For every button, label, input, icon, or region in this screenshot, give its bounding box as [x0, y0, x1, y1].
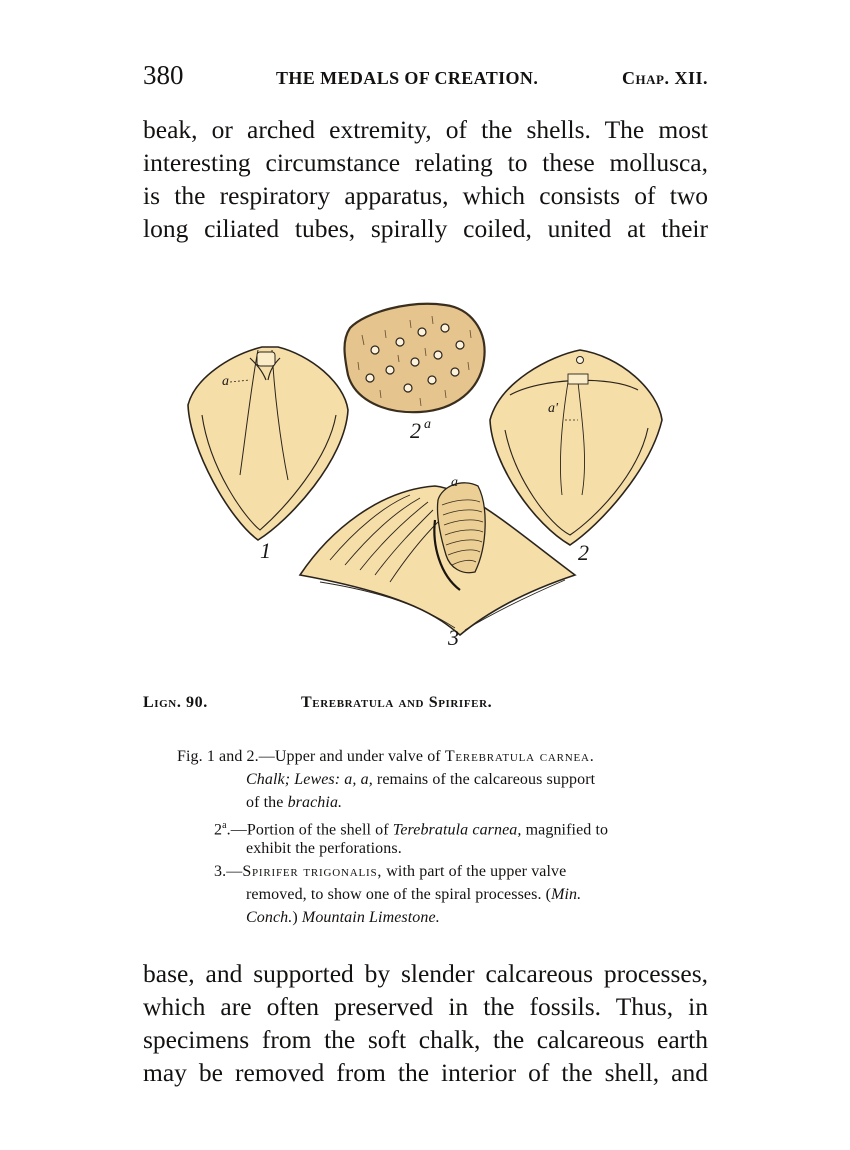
note-italic: brachia.	[287, 794, 343, 811]
mark-a3: a	[451, 475, 458, 490]
mark-a2: a'	[548, 401, 558, 416]
note-text: remains of the calcareous support	[372, 771, 596, 788]
note-text: magnified to	[521, 821, 609, 839]
note-text: )	[292, 909, 302, 926]
note-italic: Chalk; Lewes:	[246, 771, 341, 788]
chapter-label: Chap. XII.	[622, 68, 708, 88]
shell-illustration	[170, 290, 690, 660]
text-line: beak, or arched extremity, of the shells. The most	[143, 115, 708, 144]
text-line: long ciliated tubes, spirally coiled, united at their	[143, 214, 708, 243]
text-line: which are often preserved in the fossils. Thus, in	[143, 992, 708, 1021]
note-text: 3.—	[214, 863, 243, 880]
note-3-line-1	[177, 860, 677, 883]
species-name: Terebratula carnea.	[444, 748, 595, 765]
note-3-line-2	[177, 883, 677, 906]
terebratula-upper-valve	[188, 347, 348, 540]
illustration-svg	[170, 290, 690, 660]
mark-a1: a	[222, 374, 229, 389]
fig-2a-label: 2	[410, 418, 421, 443]
plate-title: Terebratula and Spirifer.	[301, 694, 493, 711]
note-text: of the	[246, 794, 288, 811]
paragraph-bottom	[143, 957, 708, 1089]
note-1-line-1	[177, 745, 677, 768]
note-italic: Conch.	[246, 909, 293, 926]
note-2-line-2	[177, 837, 677, 860]
terebratula-under-valve	[490, 350, 662, 545]
text-line: base, and supported by slender calcareous processes,	[143, 959, 708, 988]
plate-label: Lign. 90.	[143, 694, 208, 711]
paragraph-top	[143, 113, 708, 245]
page-number: 380	[143, 60, 184, 90]
species-name: Spirifer trigonalis,	[242, 863, 383, 880]
note-italic: a, a,	[344, 771, 373, 788]
note-italic: Min.	[551, 886, 582, 903]
note-2-line-1	[177, 814, 677, 837]
note-text: exhibit the perforations.	[246, 840, 402, 857]
note-3-line-3	[177, 906, 677, 929]
fig-3-label: 3	[448, 625, 459, 650]
fig-1-label: 1	[260, 538, 271, 563]
note-italic: Mountain Limestone.	[301, 909, 440, 926]
text-line: may be removed from the interior of the shell, and	[143, 1058, 708, 1087]
fig-2a-superscript: a	[424, 417, 431, 432]
note-text: with part of the upper valve	[382, 863, 567, 880]
note-text: 2	[214, 821, 223, 839]
note-superscript: a	[222, 820, 227, 831]
note-1-line-3	[177, 791, 677, 814]
text-line: specimens from the soft chalk, the calcareous earth	[143, 1025, 708, 1054]
figure-notes	[177, 745, 677, 929]
note-1-line-2	[177, 768, 677, 791]
text-line: interesting circumstance relating to these mollusca,	[143, 148, 708, 177]
perforated-shell-fragment	[345, 304, 485, 443]
running-title: THE MEDALS OF CREATION.	[276, 68, 539, 88]
running-head	[143, 60, 708, 96]
note-text: .—Portion of the shell of	[226, 821, 393, 839]
note-text: removed, to show one of the spiral processes. (	[246, 886, 552, 903]
text-line: is the respiratory apparatus, which consists of two	[143, 181, 708, 210]
note-italic: Terebratula carnea,	[392, 821, 522, 839]
note-text: Fig. 1 and 2.—Upper and under valve of	[177, 748, 445, 765]
figure-caption	[143, 694, 708, 718]
fig-2-label: 2	[578, 540, 589, 565]
